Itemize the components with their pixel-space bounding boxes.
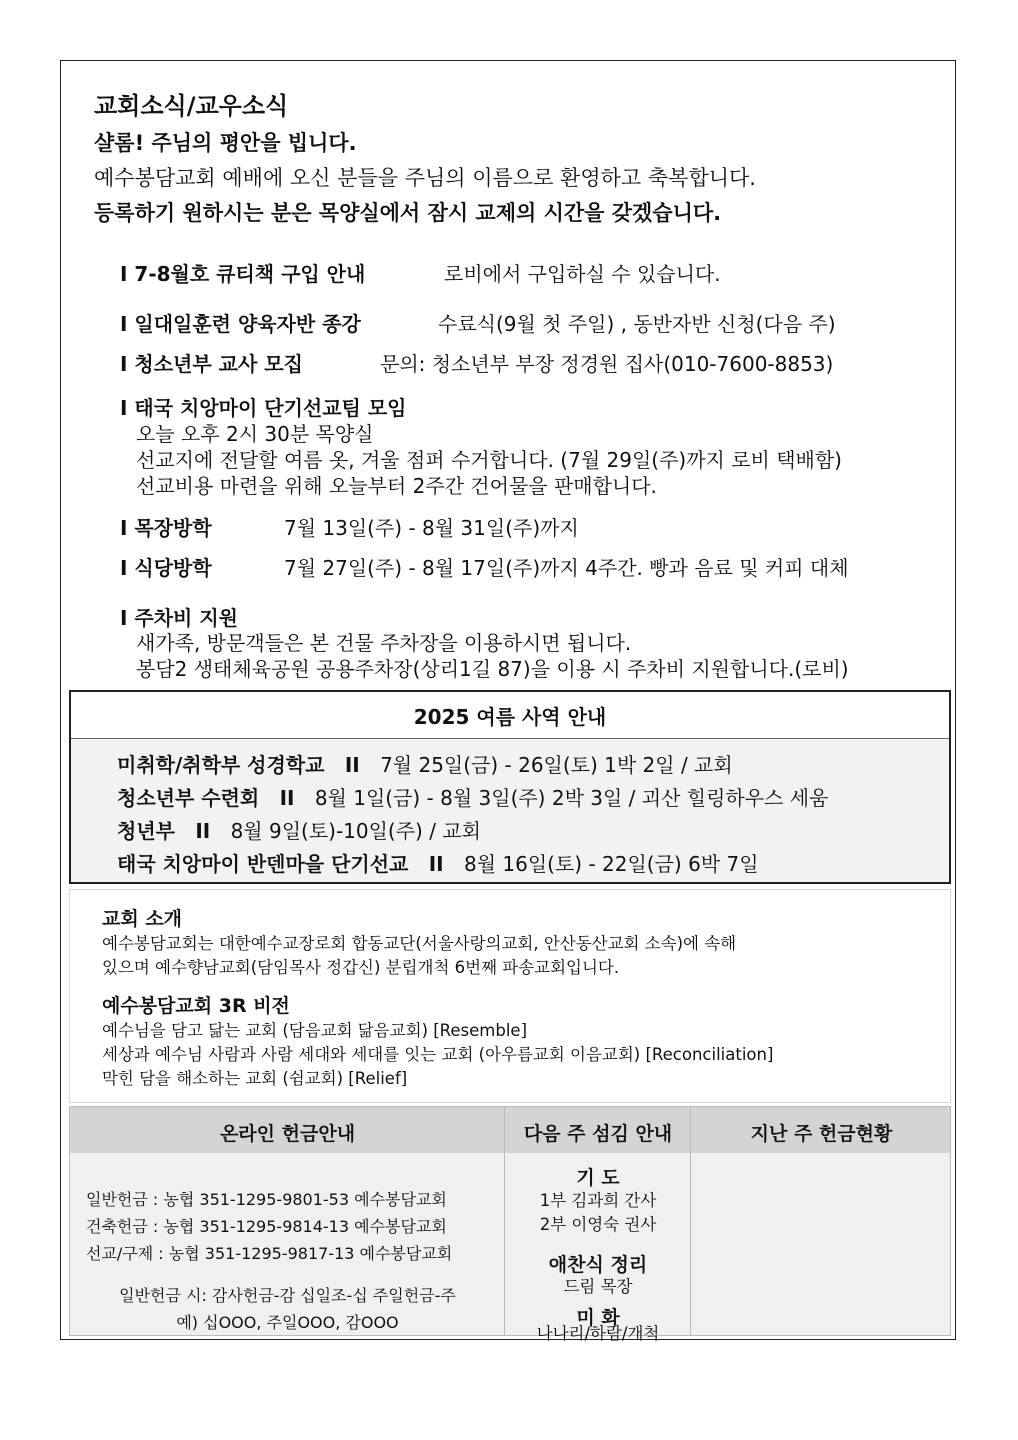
summer-ministry-title: 2025 여름 사역 안내 xyxy=(71,692,949,739)
notice-line: 새가족, 방문객들은 본 건물 주차장을 이용하시면 됩니다. xyxy=(136,631,632,655)
account-line: 건축헌금 : 농협 351-1295-9814-13 예수봉담교회 xyxy=(86,1217,447,1236)
notice-line: 선교비용 마련을 위해 오늘부터 2주간 건어물을 판매합니다. xyxy=(136,474,657,498)
church-intro-box xyxy=(69,889,951,1103)
notice-title: I 목장방학 xyxy=(120,516,212,540)
register-text: 등록하기 원하시는 분은 목양실에서 잠시 교제의 시간을 갖겠습니다. xyxy=(94,201,722,225)
notice-title: I 청소년부 교사 모집 xyxy=(120,352,303,376)
intro-line: 있으며 예수향남교회(담임목사 정갑신) 분립개척 6번째 파송교회입니다. xyxy=(102,958,620,977)
intro-title: 교회 소개 xyxy=(102,908,183,930)
vision-line: 세상과 예수님 사람과 사람 세대와 세대를 잇는 교회 (아우름교회 이음교회) [Reconciliation] xyxy=(102,1045,774,1064)
notice-line: 선교지에 전달할 여름 옷, 겨울 점퍼 수거합니다. (7월 29일(주)까지 로비 택배함) xyxy=(136,448,842,472)
prayer-line: 2부 이영숙 권사 xyxy=(539,1215,657,1234)
notice-title: I 태국 치앙마이 단기선교팀 모임 xyxy=(120,396,407,420)
beauty-title: 미 화 xyxy=(576,1307,620,1329)
summer-item-name: 미취학/취학부 성경학교 xyxy=(117,753,325,777)
offering-note: 일반헌금 시: 감사헌금-감 십일조-십 주일헌금-주 xyxy=(119,1286,456,1305)
summer-ministry-box xyxy=(69,690,951,884)
section-title: 교회소식/교우소식 xyxy=(94,92,289,120)
summer-item-name: 청년부 xyxy=(117,819,175,843)
offering-table xyxy=(69,1106,951,1343)
summer-item xyxy=(117,815,481,844)
summer-item-detail: 8월 16일(토) - 22일(금) 6박 7일 xyxy=(463,852,759,876)
notice-detail: 7월 27일(주) - 8월 17일(주)까지 4주간. 빵과 음료 및 커피 대체 xyxy=(284,556,849,580)
prayer-line: 1부 김과희 간사 xyxy=(539,1191,657,1210)
praise-title: 애찬식 정리 xyxy=(548,1254,648,1276)
vision-line: 막힌 담을 해소하는 교회 (쉼교회) [Relief] xyxy=(102,1069,408,1088)
vision-line: 예수님을 담고 닮는 교회 (담음교회 닮음교회) [Resemble] xyxy=(102,1021,528,1040)
offering-note: 예) 십OOO, 주일OOO, 감OOO xyxy=(176,1313,399,1332)
summer-item-detail: 8월 1일(금) - 8월 3일(주) 2박 3일 / 괴산 힐링하우스 세움 xyxy=(314,786,829,810)
summer-ministry-body xyxy=(71,739,949,882)
summer-item-name: 청소년부 수련회 xyxy=(117,786,260,810)
notice-detail: 문의: 청소년부 부장 정경원 집사(010-7600-8853) xyxy=(380,352,834,376)
summer-item-name: 태국 치앙마이 반덴마을 단기선교 xyxy=(117,852,409,876)
praise-line: 드림 목장 xyxy=(563,1277,633,1296)
notice-line: 봉담2 생태체육공원 공용주차장(상리1길 87)을 이용 시 주차비 지원합니다.(로비) xyxy=(136,657,849,681)
summer-item-sep: II xyxy=(428,852,444,876)
notice-title: I 일대일훈련 양육자반 종강 xyxy=(120,312,361,336)
summer-item-sep: II xyxy=(195,819,211,843)
table-header-last-week: 지난 주 헌금현황 xyxy=(750,1123,893,1145)
summer-item xyxy=(117,749,733,778)
account-line: 일반헌금 : 농협 351-1295-9801-53 예수봉담교회 xyxy=(86,1190,447,1209)
beauty-line: 나나리/하람/개척 xyxy=(536,1324,660,1343)
greeting: 샬롬! 주님의 평안을 빕니다. xyxy=(94,131,357,155)
summer-item xyxy=(117,848,759,877)
welcome-text: 예수봉담교회 예배에 오신 분들을 주님의 이름으로 환영하고 축복합니다. xyxy=(94,166,756,190)
notice-title: I 7-8월호 큐티책 구입 안내 xyxy=(120,262,366,286)
account-line: 선교/구제 : 농협 351-1295-9817-13 예수봉담교회 xyxy=(86,1244,453,1263)
notice-detail: 수료식(9월 첫 주일) , 동반자반 신청(다음 주) xyxy=(438,312,836,336)
notice-detail: 7월 13일(주) - 8월 31일(주)까지 xyxy=(284,516,579,540)
intro-line: 예수봉담교회는 대한예수교장로회 합동교단(서울사랑의교회, 안산동산교회 소속)에 속해 xyxy=(102,934,737,953)
notice-detail: 로비에서 구입하실 수 있습니다. xyxy=(444,262,721,286)
summer-item xyxy=(117,782,828,811)
summer-item-sep: II xyxy=(344,753,360,777)
summer-item-sep: II xyxy=(279,786,295,810)
table-header-service: 다음 주 섬김 안내 xyxy=(523,1123,673,1145)
notice-title: I 주차비 지원 xyxy=(120,606,238,630)
summer-item-detail: 8월 9일(토)-10일(주) / 교회 xyxy=(230,819,481,843)
notice-line: 오늘 오후 2시 30분 목양실 xyxy=(136,422,374,446)
summer-item-detail: 7월 25일(금) - 26일(토) 1박 2일 / 교회 xyxy=(380,753,733,777)
vision-title: 예수봉담교회 3R 비전 xyxy=(102,995,290,1017)
prayer-title: 기 도 xyxy=(576,1167,620,1189)
table-header-online: 온라인 헌금안내 xyxy=(219,1123,356,1145)
notice-title: I 식당방학 xyxy=(120,556,212,580)
